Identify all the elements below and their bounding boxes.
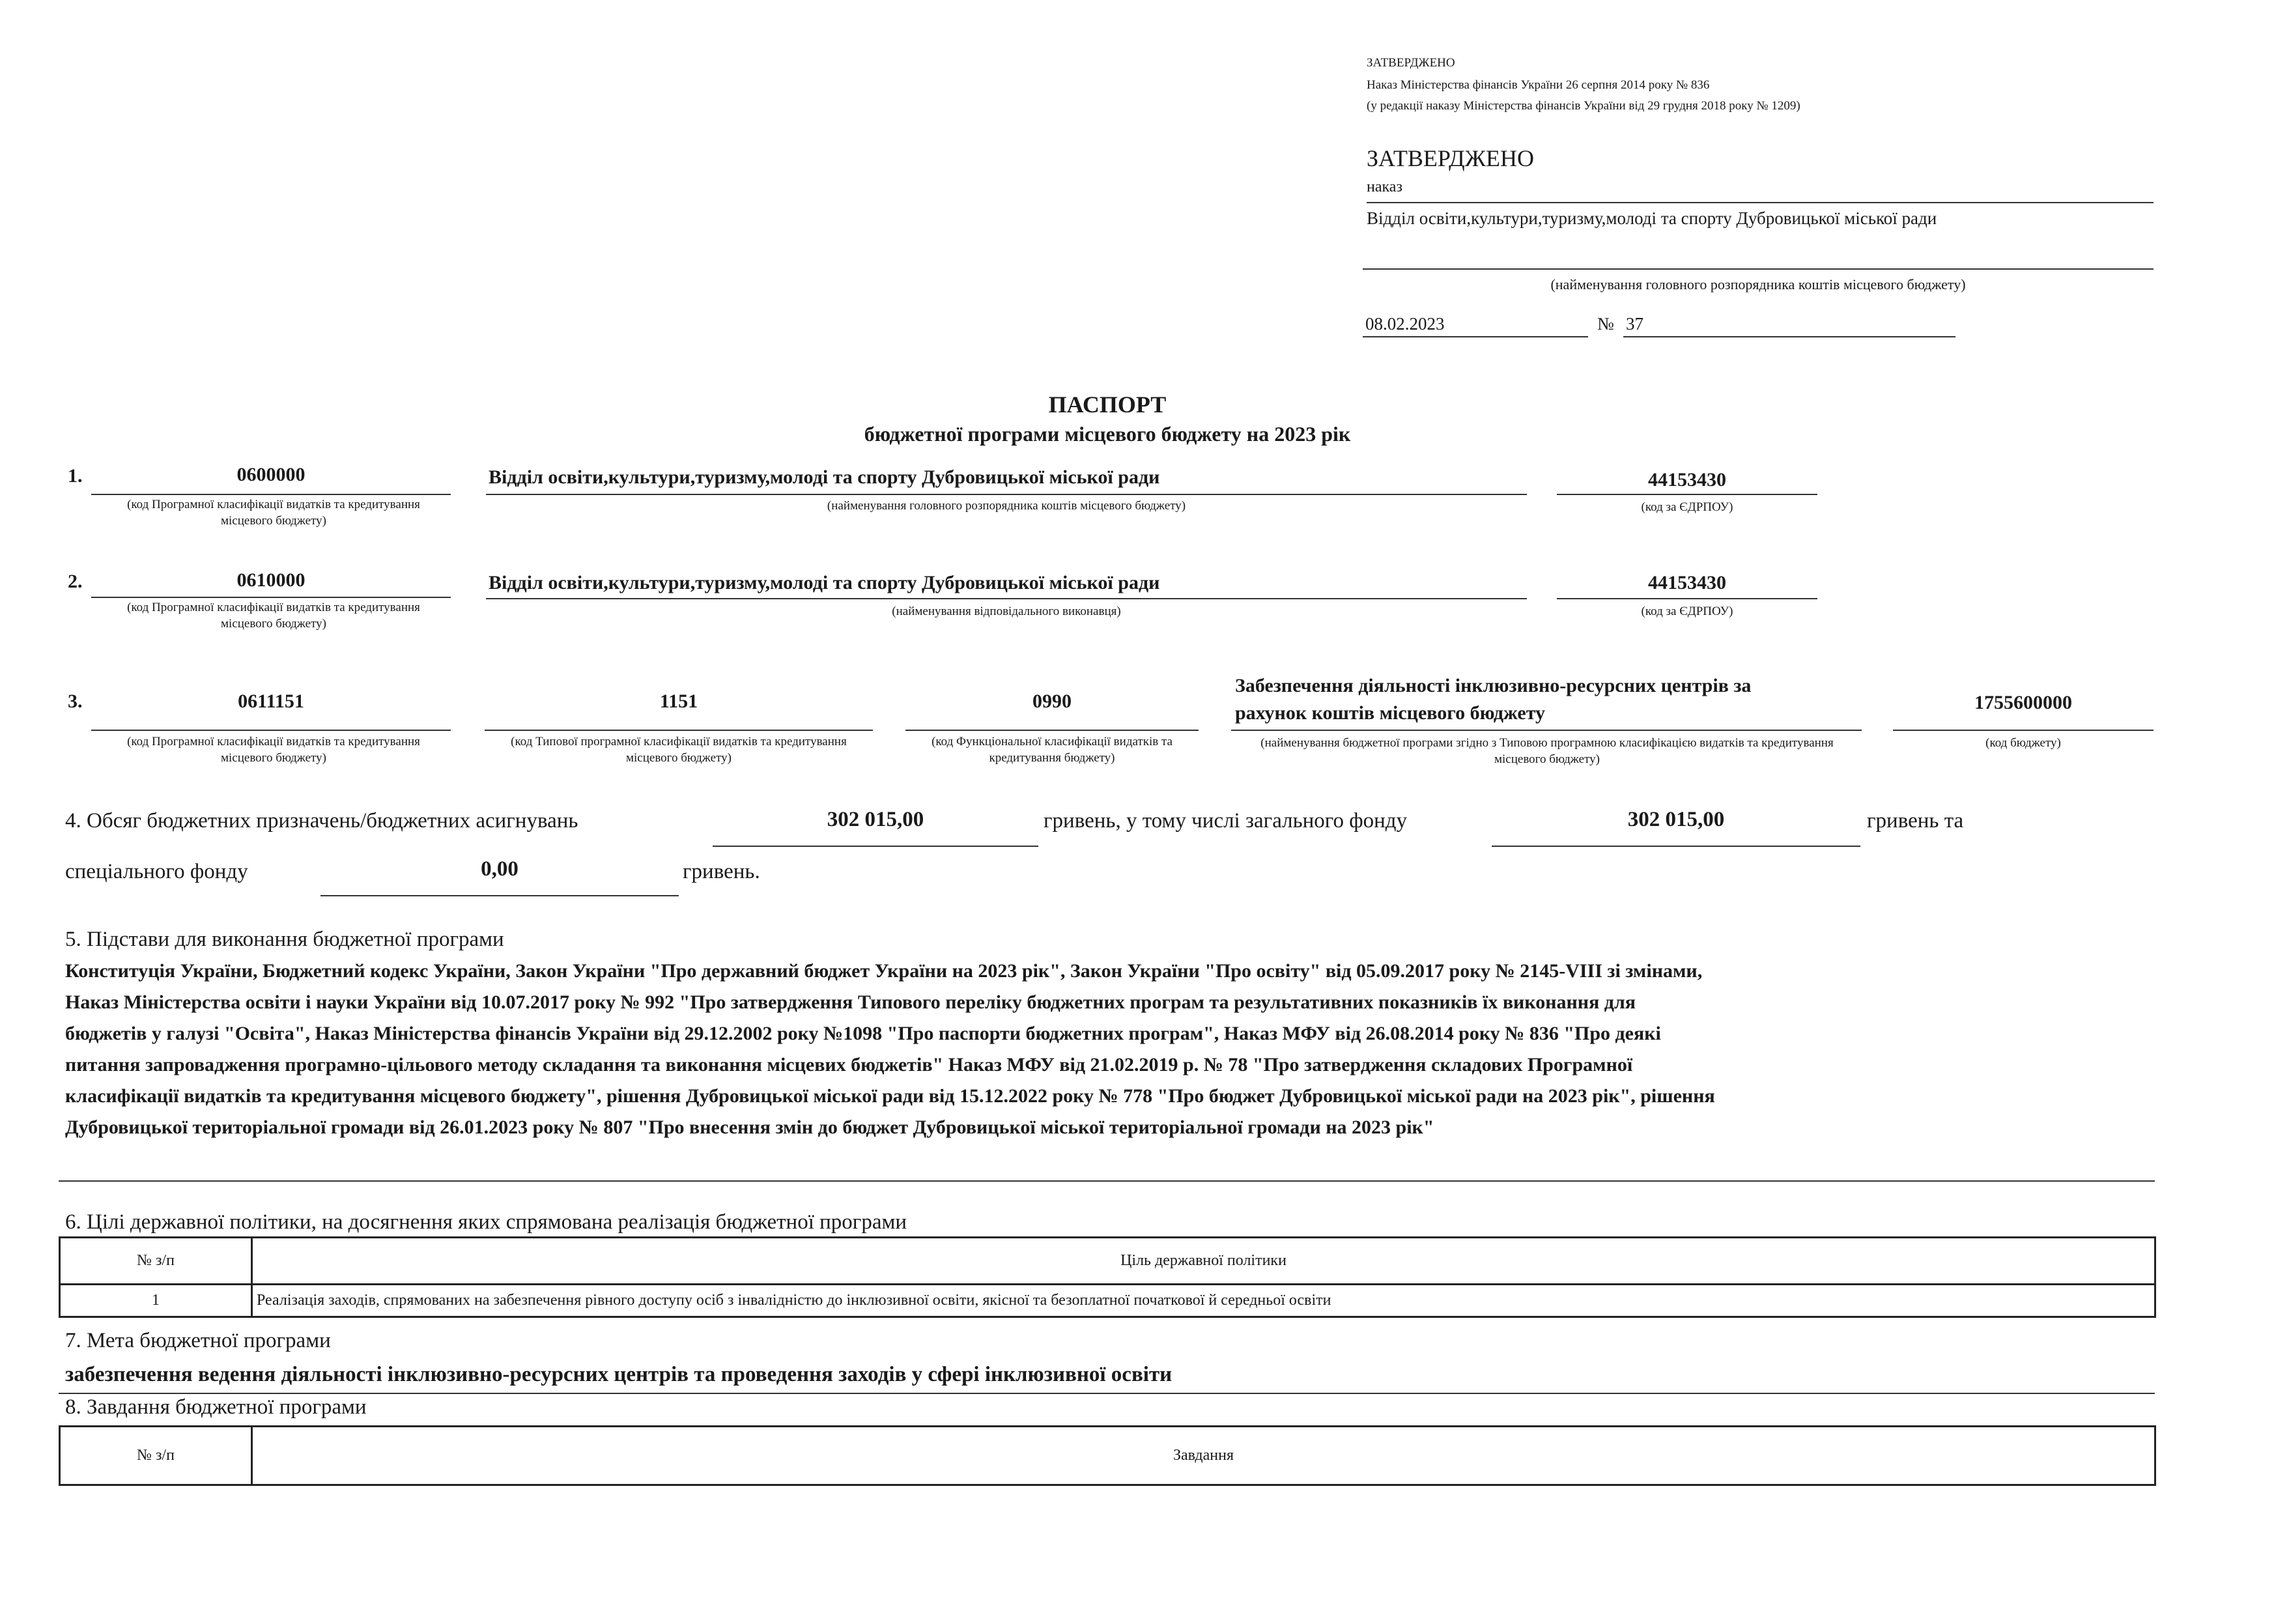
- section4-special: 0,00: [481, 857, 519, 881]
- tasks-table: [59, 1425, 2156, 1486]
- row3-program-name-1: Забезпечення діяльності інклюзивно-ресурсних центрів за: [1235, 675, 1752, 696]
- order-number: 37: [1626, 314, 1643, 334]
- policy-table-header-num: № з/п: [60, 1238, 252, 1285]
- approved-small: ЗАТВЕРДЖЕНО: [1367, 56, 1455, 70]
- row3-program-code-caption: (код Програмної класифікації видатків та кредитування місцевого бюджету): [127, 735, 420, 765]
- section5-line-6: Дубровицької територіальної громади від 26.01.2023 року № 807 "Про внесення змін до бюджет Дубровицької міської територіальної громади на 2023 рік": [65, 1117, 1434, 1138]
- row3-number: 3.: [68, 691, 83, 712]
- policy-goals-table: [59, 1236, 2156, 1318]
- row2-code: 0610000: [236, 569, 306, 591]
- row1-edrpou-caption: (код за ЄДРПОУ): [1641, 500, 1733, 514]
- section5-line-3: бюджетів у галузі "Освіта", Наказ Міністерства фінансів України від 29.12.2002 року №1098 "Про паспорти бюджетних програм", Наказ МФУ від 26.08.2014 року № 836 "Про деякі: [65, 1023, 1661, 1044]
- section4-general: 302 015,00: [1627, 808, 1725, 831]
- row2-edrpou: 44153430: [1648, 572, 1726, 593]
- row1-code-caption: (код Програмної класифікації видатків та кредитування місцевого бюджету): [127, 498, 420, 528]
- tasks-table-header-num: № з/п: [60, 1427, 252, 1485]
- section5-line-4: питання запровадження програмно-цільового методу складання та виконання місцевих бюджетів" Наказ МФУ від 21.02.2019 р. № 78 "Про затвердження складових Програмної: [65, 1054, 1633, 1076]
- row1-name: Відділ освіти,культури,туризму,молоді та спорту Дубровицької міської ради: [489, 466, 1160, 488]
- section5-label: 5. Підстави для виконання бюджетної програми: [65, 928, 504, 951]
- section4-total: 302 015,00: [827, 808, 924, 831]
- row2-name: Відділ освіти,культури,туризму,молоді та спорту Дубровицької міської ради: [489, 572, 1160, 593]
- row2-code-caption: (код Програмної класифікації видатків та кредитування місцевого бюджету): [127, 601, 420, 631]
- row2-number: 2.: [68, 571, 83, 592]
- row3-typical-code-caption: (код Типової програмної класифікації видатків та кредитування місцевого бюджету): [511, 735, 847, 765]
- section6-label: 6. Цілі державної політики, на досягнення яких спрямована реалізація бюджетної програми: [65, 1210, 907, 1234]
- section4-special-tail: гривень.: [683, 860, 760, 883]
- section4-mid: гривень, у тому числі загального фонду: [1044, 809, 1408, 833]
- order-line-2: (у редакції наказу Міністерства фінансів України від 29 грудня 2018 року № 1209): [1367, 99, 1800, 113]
- passport-title: ПАСПОРТ: [1048, 392, 1167, 418]
- row3-program-name-2: рахунок коштів місцевого бюджету: [1235, 702, 1546, 724]
- order-line-1: Наказ Міністерства фінансів України 26 серпня 2014 року № 836: [1367, 78, 1710, 92]
- section7-label: 7. Мета бюджетної програми: [65, 1329, 331, 1352]
- policy-row-text: Реалізація заходів, спрямованих на забезпечення рівного доступу осіб з інвалідністю до інклюзивної освіти, якісної та безоплатної початкової й середньої освіти: [252, 1285, 2155, 1317]
- section4-tail: гривень та: [1867, 809, 1964, 833]
- row3-budget-code-caption: (код бюджету): [1985, 736, 2061, 750]
- order-word: наказ: [1367, 178, 1402, 195]
- header-caption: (найменування головного розпорядника коштів місцевого бюджету): [1550, 276, 1966, 292]
- section4-special-label: спеціального фонду: [65, 860, 248, 883]
- row1-name-caption: (найменування головного розпорядника коштів місцевого бюджету): [827, 499, 1186, 513]
- row3-budget-code: 1755600000: [1974, 692, 2072, 713]
- section5-line-2: Наказ Міністерства освіти і науки України від 10.07.2017 року № 992 "Про затвердження Типового переліку бюджетних програм та результативних показників їх виконання для: [65, 991, 1636, 1013]
- section7-text: забезпечення ведення діяльності інклюзивно-ресурсних центрів та проведення заходів у сфері інклюзивної освіти: [65, 1363, 1173, 1386]
- row3-program-name-caption: (найменування бюджетної програми згідно з Типовою програмною класифікацією видатків та кредитування місцевого бюджету): [1260, 736, 1834, 766]
- row2-edrpou-caption: (код за ЄДРПОУ): [1641, 605, 1733, 618]
- row1-edrpou: 44153430: [1648, 469, 1726, 491]
- row3-program-code: 0611151: [238, 691, 304, 712]
- order-date: 08.02.2023: [1365, 314, 1445, 334]
- header-department: Відділ освіти,культури,туризму,молоді та спорту Дубровицької міської ради: [1367, 208, 1937, 228]
- section5-line-5: класифікації видатків та кредитування місцевого бюджету", рішення Дубровицької міської ради від 15.12.2022 року № 778 "Про бюджет Дубровицької міської ради на 2023 рік", рішення: [65, 1085, 1715, 1107]
- order-number-label: №: [1597, 314, 1614, 334]
- policy-table-header-goal: Ціль державної політики: [252, 1238, 2155, 1285]
- row2-name-caption: (найменування відповідального виконавця): [892, 605, 1121, 618]
- row1-number: 1.: [68, 465, 83, 487]
- section4-label: 4. Обсяг бюджетних призначень/бюджетних асигнувань: [65, 809, 578, 833]
- section8-label: 8. Завдання бюджетної програми: [65, 1395, 367, 1419]
- policy-row-num: 1: [60, 1285, 252, 1317]
- row3-typical-code: 1151: [659, 691, 698, 712]
- row1-code: 0600000: [236, 464, 306, 485]
- approved-big: ЗАТВЕРДЖЕНО: [1367, 145, 1534, 171]
- section5-line-1: Конституція України, Бюджетний кодекс України, Закон України "Про державний бюджет України на 2023 рік", Закон України "Про освіту" від 05.09.2017 року № 2145-VIII зі змінами,: [65, 960, 1703, 982]
- row3-functional-code-caption: (код Функціональної класифікації видатків та кредитування бюджету): [931, 735, 1173, 765]
- passport-subtitle: бюджетної програми місцевого бюджету на 2023 рік: [864, 422, 1351, 446]
- tasks-table-header-task: Завдання: [252, 1427, 2155, 1485]
- row3-functional-code: 0990: [1032, 691, 1072, 712]
